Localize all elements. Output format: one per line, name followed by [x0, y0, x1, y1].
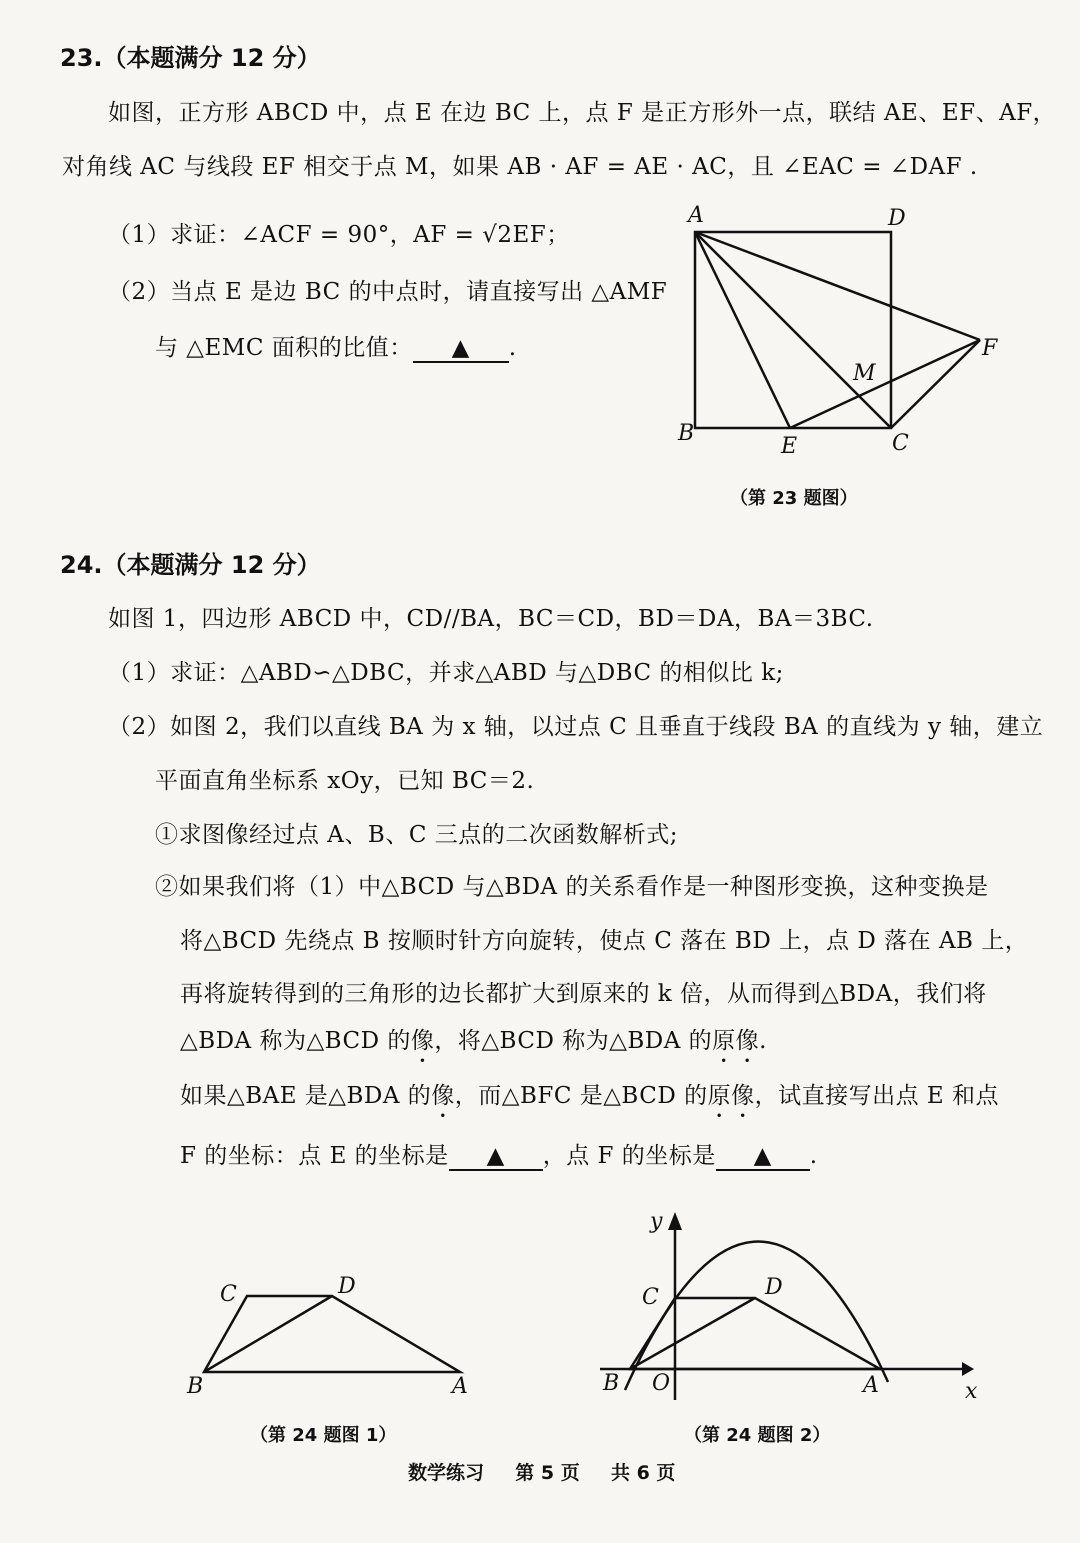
q24-emph-preimage: 原像	[707, 1083, 755, 1109]
triangle-marker-icon: ▲	[451, 335, 470, 361]
footer-page: 第 5 页	[515, 1462, 580, 1484]
fig2-label-d: D	[765, 1275, 783, 1300]
footer-subject: 数学练习	[408, 1462, 485, 1484]
label-c: C	[892, 431, 909, 456]
q23-part1-text-a: （1）求证：∠ACF = 90°，AF =	[108, 222, 483, 248]
fig1-label-d: D	[338, 1274, 356, 1299]
q24-text: ，点 F 的坐标是	[542, 1143, 716, 1169]
diagonal-ac	[695, 232, 891, 428]
x-axis-arrow-icon	[962, 1362, 974, 1376]
q24-intro: 如图 1，四边形 ABCD 中，CD//BA，BC＝CD，BD＝DA，BA＝3BC.	[108, 606, 874, 632]
page-footer	[408, 1458, 675, 1485]
q23-title: 23.（本题满分 12 分）	[60, 44, 321, 72]
q24-sub2-line-3: 再将旋转得到的三角形的边长都扩大到原来的 k 倍，从而得到△BDA，我们将	[180, 981, 987, 1007]
q24-sub2-line-1: ②如果我们将（1）中△BCD 与△BDA 的关系看作是一种图形变换，这种变换是	[155, 874, 989, 900]
fig2-label-y: y	[650, 1209, 663, 1234]
q24-figure-2-caption: （第 24 题图 2）	[684, 1425, 831, 1446]
q24-figure-1-caption: （第 24 题图 1）	[250, 1425, 397, 1446]
q23-part1-sqrt: √2	[482, 222, 513, 248]
triangle-marker-icon: ▲	[753, 1143, 772, 1169]
q24-sub2-line-6	[180, 1137, 818, 1171]
fig1-label-b: B	[187, 1374, 204, 1399]
q24-part1: （1）求证：△ABD∽△DBC，并求△ABD 与△DBC 的相似比 k;	[108, 660, 784, 686]
segment-af	[695, 232, 980, 340]
q24-text: ，将△BCD 称为△BDA 的	[434, 1028, 713, 1054]
fig2-label-b: B	[603, 1371, 620, 1396]
triangle-marker-icon: ▲	[486, 1143, 505, 1169]
label-f: F	[982, 336, 998, 361]
q23-figure-caption: （第 23 题图）	[730, 488, 858, 509]
q24-text: △BDA 称为△BCD 的	[180, 1028, 411, 1054]
q24-sub2-line-5	[180, 1077, 999, 1123]
q23-part2-line-2	[155, 329, 517, 363]
q24-sub1: ①求图像经过点 A、B、C 三点的二次函数解析式;	[155, 822, 678, 848]
q24-text: ，试直接写出点 E 和点	[754, 1083, 1000, 1109]
q24-sub2-line-2: 将△BCD 先绕点 B 按顺时针方向旋转，使点 C 落在 BD 上，点 D 落在 AB 上，	[180, 928, 1029, 954]
y-axis-arrow-icon	[668, 1212, 682, 1230]
label-b: B	[678, 421, 695, 446]
segment-bd	[204, 1296, 332, 1372]
parabola-curve	[625, 1242, 888, 1390]
q23-intro-line-2: 对角线 AC 与线段 EF 相交于点 M，如果 AB · AF = AE · AC，且 ∠EAC = ∠DAF .	[62, 154, 978, 180]
q23-part2-end: .	[508, 335, 517, 361]
segment-cf	[891, 340, 980, 428]
q24-emph-preimage: 原像	[712, 1028, 760, 1054]
label-d: D	[888, 206, 906, 231]
q24-emph-image: 像	[431, 1083, 455, 1109]
q24-text: .	[809, 1143, 818, 1169]
q24-text: .	[759, 1028, 767, 1054]
q24-part2-line-2: 平面直角坐标系 xOy，已知 BC＝2.	[155, 768, 535, 794]
segment-ef	[790, 340, 980, 428]
fig2-label-o: O	[652, 1371, 671, 1396]
q24-title: 24.（本题满分 12 分）	[60, 551, 321, 579]
q23-intro-line-1: 如图，正方形 ABCD 中，点 E 在边 BC 上，点 F 是正方形外一点，联结 AE、EF、AF，	[108, 100, 1057, 126]
q24-answer-blank-e[interactable]	[449, 1144, 543, 1171]
q24-figure-2	[590, 1200, 1000, 1410]
fig1-label-c: C	[220, 1282, 237, 1307]
label-a: A	[688, 203, 704, 228]
q24-part2-line-1: （2）如图 2，我们以直线 BA 为 x 轴，以过点 C 且垂直于线段 BA 的直线为 y 轴，建立	[108, 714, 1044, 740]
label-m: M	[853, 361, 876, 386]
q24-sub2-line-4	[180, 1022, 767, 1068]
q23-answer-blank[interactable]	[413, 336, 509, 363]
fig2-label-a: A	[863, 1373, 879, 1398]
footer-total: 共 6 页	[610, 1462, 676, 1484]
q24-text: 如果△BAE 是△BDA 的	[180, 1083, 432, 1109]
q24-figure-1	[180, 1265, 480, 1405]
q24-text: F 的坐标：点 E 的坐标是	[180, 1143, 449, 1169]
label-e: E	[781, 434, 798, 459]
q23-part2-line-1: （2）当点 E 是边 BC 的中点时，请直接写出 △AMF	[108, 279, 668, 305]
fig2-label-x: x	[965, 1379, 978, 1404]
fig1-label-a: A	[452, 1374, 468, 1399]
q23-figure	[660, 195, 1020, 470]
q24-answer-blank-f[interactable]	[716, 1144, 810, 1171]
q23-part2-text: 与 △EMC 面积的比值：	[155, 335, 413, 361]
q23-part1-text-b: EF；	[512, 222, 570, 248]
quadrilateral-abcd	[204, 1296, 460, 1372]
q24-text: ，而△BFC 是△BCD 的	[454, 1083, 708, 1109]
q23-part1	[108, 216, 570, 249]
q24-emph-image: 像	[410, 1028, 435, 1054]
fig2-label-c: C	[642, 1285, 659, 1310]
